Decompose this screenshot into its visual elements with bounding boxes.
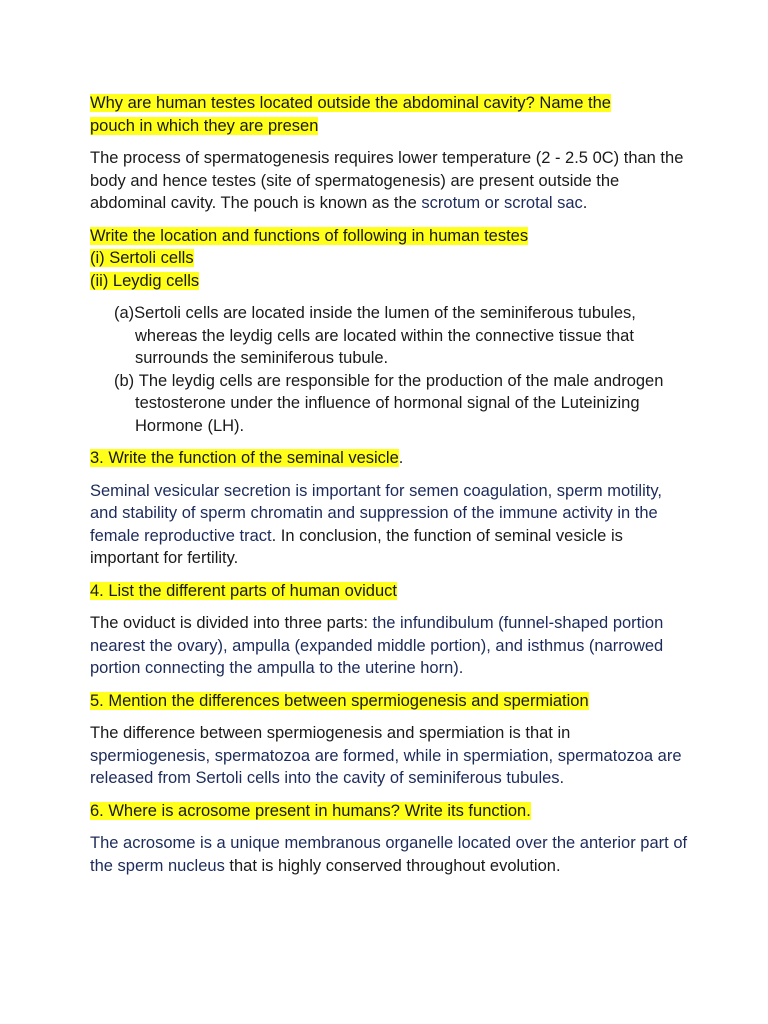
answer-2-item-b <box>90 370 690 438</box>
question-6 <box>90 800 690 823</box>
answer-1-end: . <box>582 194 588 212</box>
question-3-text: 3. Write the function of the seminal vesicle <box>90 449 399 467</box>
question-5 <box>90 690 690 713</box>
answer-1 <box>90 147 690 215</box>
answer-1-text: The process of spermatogenesis requires lower temperature (2 - 2.5 0C) than the body and hence testes (site of spermatogenesis) are present outside the abdominal cavity. The pouch is known as the <box>90 149 684 212</box>
answer-1-term: scrotum or scrotal sac <box>421 194 583 212</box>
question-2-line-2: (i) Sertoli cells <box>90 249 194 267</box>
answer-2-item-a-marker: (a) <box>114 304 135 322</box>
question-4-text: 4. List the different parts of human oviduct <box>90 581 397 600</box>
answer-2-item-a <box>90 302 690 370</box>
question-2-line-3: (ii) Leydig cells <box>90 271 200 290</box>
answer-2-item-a-text: Sertoli cells are located inside the lumen of the seminiferous tubules, whereas the leydig cells are located within the connective tissue that surrounds the seminiferous tubule. <box>134 304 636 367</box>
answer-3 <box>90 480 690 570</box>
question-4 <box>90 580 690 603</box>
answer-2-item-b-marker: (b) <box>114 371 139 390</box>
answer-4-body: the infundibulum (funnel-shaped portion nearest the ovary), ampulla (expanded middle portion), and isthmus (narrowed portion connecting the ampulla to the uterine horn). <box>90 614 664 677</box>
answer-3-part-2: . In conclusion, the function of seminal vesicle is important for fertility. <box>90 526 623 567</box>
answer-4 <box>90 612 690 680</box>
question-1-line-1: Why are human testes located outside the abdominal cavity? Name the <box>90 94 611 112</box>
question-1 <box>90 92 690 137</box>
question-3 <box>90 447 690 470</box>
question-6-text: 6. Where is acrosome present in humans? Write its function. <box>90 801 531 820</box>
document-page <box>90 92 690 887</box>
question-2 <box>90 225 690 293</box>
answer-2 <box>90 302 690 437</box>
answer-3-part-1: Seminal vesicular secretion is important for semen coagulation, sperm motility, and stability of sperm chromatin and suppression of the immune activity in the female reproductive tract <box>90 481 662 545</box>
answer-6-lead: The acrosome is a unique membranous organelle located over the anterior part of the sperm nucleus <box>90 834 688 875</box>
question-5-text: 5. Mention the differences between spermiogenesis and spermiation <box>90 691 589 710</box>
question-2-line-1: Write the location and functions of following in human testes <box>90 226 529 245</box>
answer-4-lead: The oviduct is divided into three parts: <box>90 614 373 632</box>
answer-6 <box>90 832 690 877</box>
answer-5-lead: The difference between spermiogenesis and spermiation is that in <box>90 724 571 742</box>
question-1-line-2: pouch in which they are presen <box>90 116 319 135</box>
answer-5-body: spermiogenesis, spermatozoa are formed, while in spermiation, spermatozoa are released from Sertoli cells into the cavity of seminiferous tubules. <box>90 746 682 787</box>
answer-2-item-b-text: The leydig cells are responsible for the production of the male androgen testosterone under the influence of hormonal signal of the Luteinizing Hormone (LH). <box>135 371 664 435</box>
answer-6-tail: that is highly conserved throughout evolution. <box>224 856 561 875</box>
question-3-end: . <box>398 449 404 467</box>
answer-5 <box>90 722 690 790</box>
